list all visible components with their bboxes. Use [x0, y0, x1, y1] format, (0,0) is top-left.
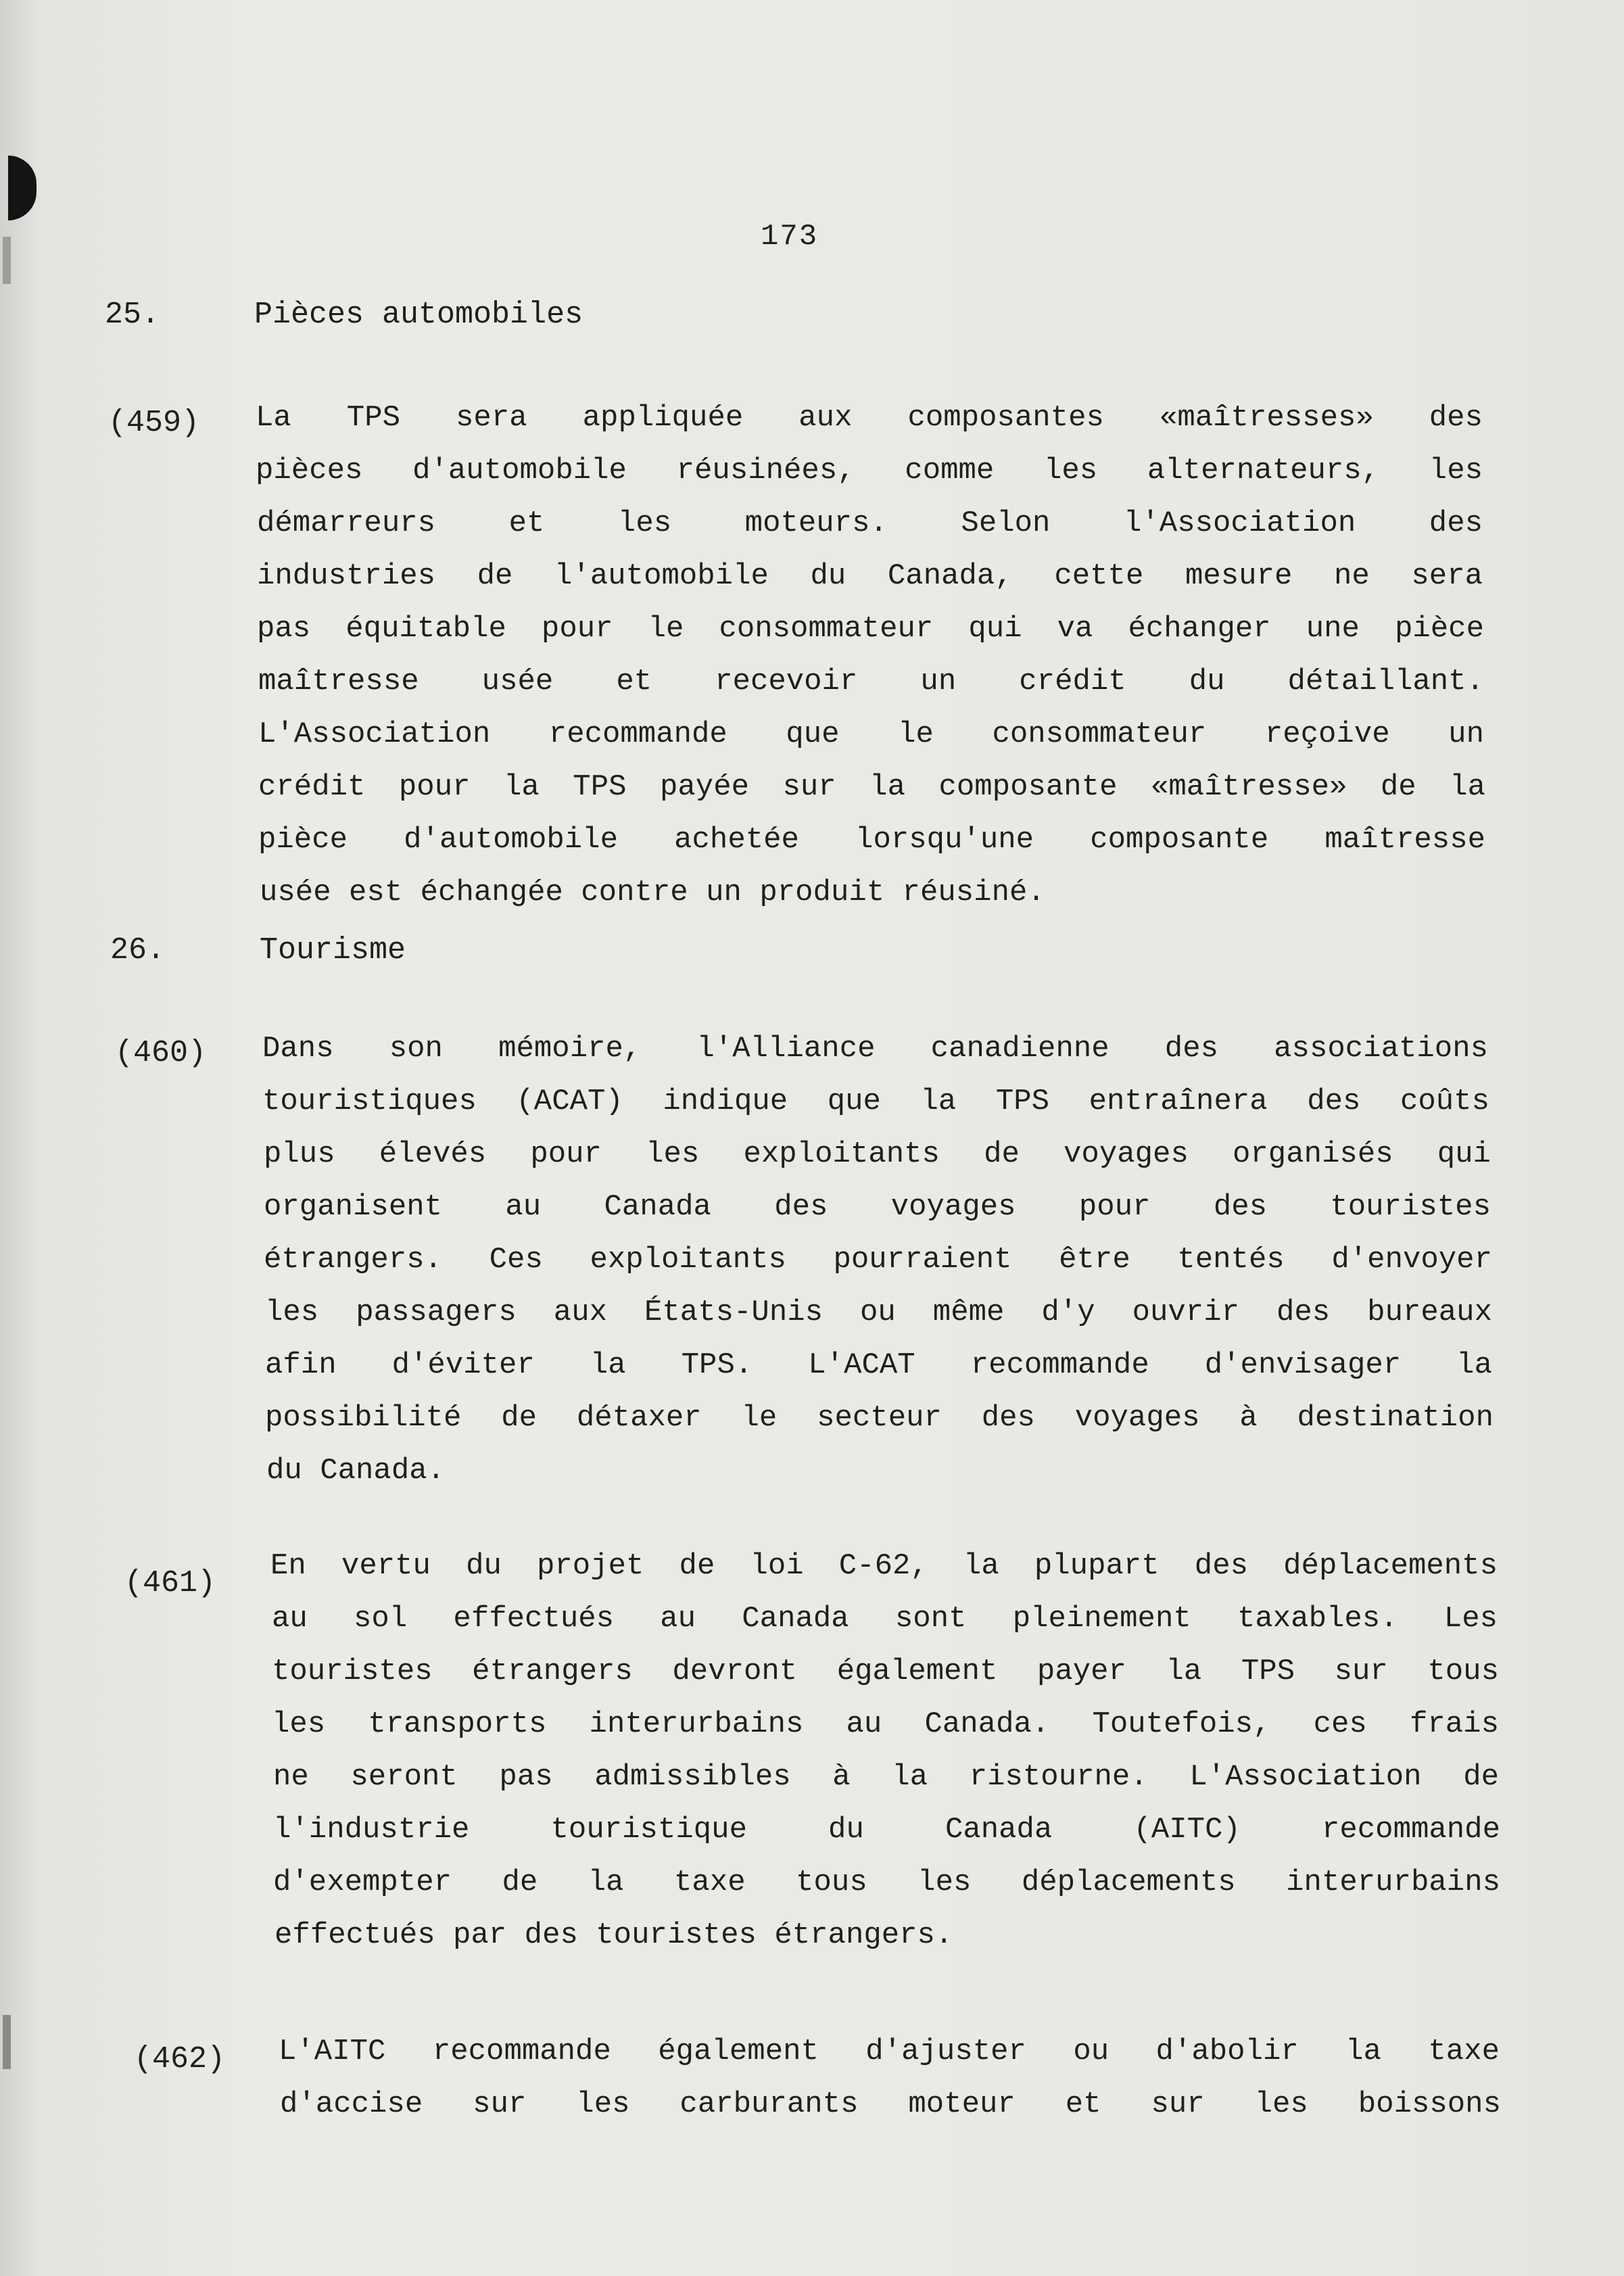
paragraph-line: pièce d'automobile achetée lorsqu'une composante maîtresse	[258, 823, 1485, 857]
page-edge-mark	[3, 2015, 11, 2069]
paragraph-line: crédit pour la TPS payée sur la composante «maîtresse» de la	[258, 770, 1485, 804]
paragraph-line: démarreurs et les moteurs. Selon l'Association des	[257, 506, 1483, 540]
paragraph-line: maîtresse usée et recevoir un crédit du détaillant.	[258, 665, 1484, 698]
paragraph-line: plus élevés pour les exploitants de voyages organisés qui	[264, 1137, 1491, 1171]
paragraph-line: La TPS sera appliquée aux composantes «maîtresses» des	[256, 401, 1483, 435]
paragraph-line: Dans son mémoire, l'Alliance canadienne des associations	[262, 1032, 1488, 1066]
paragraph-number: (459)	[108, 406, 200, 440]
paragraph-line: les transports interurbains au Canada. Toutefois, ces frais	[272, 1707, 1499, 1741]
section-title: Pièces automobiles	[254, 298, 583, 332]
paragraph-line: industries de l'automobile du Canada, cette mesure ne sera	[257, 559, 1483, 593]
paragraph-line: pas équitable pour le consommateur qui va échanger une pièce	[257, 612, 1484, 646]
paragraph-line: L'Association recommande que le consommateur reçoive un	[258, 717, 1484, 751]
paragraph-number: (462)	[134, 2042, 226, 2077]
paragraph-line: possibilité de détaxer le secteur des voyages à destination	[265, 1401, 1494, 1435]
page-edge-mark	[3, 237, 11, 284]
paragraph-line: effectués par des touristes étrangers.	[274, 1918, 953, 1952]
paragraph-line: au sol effectués au Canada sont pleinement taxables. Les	[272, 1602, 1498, 1636]
paragraph-line: L'AITC recommande également d'ajuster ou d'abolir la taxe	[279, 2035, 1500, 2068]
section-number: 26.	[110, 933, 166, 968]
paragraph-line: organisent au Canada des voyages pour des touristes	[264, 1190, 1491, 1224]
paragraph-line: pièces d'automobile réusinées, comme les alternateurs, les	[256, 454, 1483, 488]
paragraph-line: touristiques (ACAT) indique que la TPS entraînera des coûts	[262, 1085, 1489, 1118]
paragraph-line: usée est échangée contre un produit réusiné.	[260, 876, 1045, 909]
paragraph-number: (461)	[124, 1566, 216, 1601]
page-number: 173	[761, 220, 819, 254]
section-number: 25.	[105, 298, 160, 332]
paragraph-line: ne seront pas admissibles à la ristourne. L'Association de	[273, 1760, 1499, 1794]
paragraph-number: (460)	[115, 1036, 207, 1070]
paragraph-line: En vertu du projet de loi C-62, la plupart des déplacements	[270, 1549, 1498, 1583]
paragraph-line: du Canada.	[266, 1454, 446, 1488]
paragraph-line: touristes étrangers devront également payer la TPS sur tous	[272, 1655, 1499, 1688]
paragraph-line: étrangers. Ces exploitants pourraient être tentés d'envoyer	[264, 1243, 1492, 1277]
paragraph-line: d'exempter de la taxe tous les déplacements interurbains	[273, 1866, 1500, 1899]
paragraph-line: afin d'éviter la TPS. L'ACAT recommande d'envisager la	[265, 1348, 1492, 1382]
section-title: Tourisme	[260, 933, 406, 968]
paragraph-line: l'industrie touristique du Canada (AITC) recommande	[273, 1813, 1500, 1847]
binding-hole	[8, 156, 37, 220]
paragraph-line: les passagers aux États-Unis ou même d'y ouvrir des bureaux	[265, 1296, 1492, 1329]
paragraph-line: d'accise sur les carburants moteur et sur les boissons	[280, 2087, 1501, 2121]
